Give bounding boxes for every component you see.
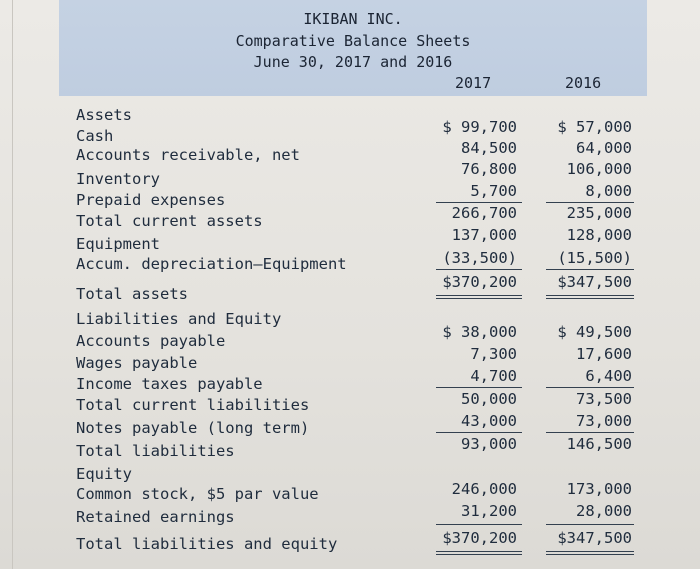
- row-label: Total assets: [76, 285, 188, 303]
- total-double-rule: [436, 551, 522, 552]
- statement-dates: June 30, 2017 and 2016: [253, 53, 453, 71]
- cell-2017: 246,000: [451, 480, 517, 498]
- row-label: Retained earnings: [76, 508, 235, 526]
- subtotal-rule: [436, 524, 522, 525]
- row-label: Wages payable: [76, 354, 198, 372]
- cell-2017: 84,500: [461, 139, 517, 157]
- total-double-rule: [436, 554, 522, 555]
- row-label: Inventory: [76, 170, 160, 188]
- header-band: [59, 0, 647, 96]
- cell-2016: 64,000: [576, 139, 632, 157]
- cell-2017: 4,700: [470, 367, 517, 385]
- row-label: Income taxes payable: [76, 375, 263, 393]
- total-double-rule: [546, 295, 634, 296]
- statement-title: Comparative Balance Sheets: [235, 32, 471, 50]
- cell-2017: 93,000: [461, 435, 517, 453]
- row-label: Total liabilities and equity: [76, 535, 338, 553]
- subtotal-rule: [436, 269, 522, 270]
- cell-2016: 28,000: [576, 502, 632, 520]
- cell-2017: $370,200: [442, 529, 517, 547]
- year-2017-header: 2017: [455, 74, 492, 92]
- cell-2017: 76,800: [461, 160, 517, 178]
- subtotal-rule: [436, 432, 522, 433]
- cell-2016: 173,000: [566, 480, 632, 498]
- cell-2017: 7,300: [470, 345, 517, 363]
- row-label: Accounts payable: [76, 332, 226, 350]
- cell-2017: (33,500): [442, 249, 517, 267]
- row-label: Prepaid expenses: [76, 191, 226, 209]
- row-label: Accum. depreciation–Equipment: [76, 255, 347, 273]
- cell-2016: 73,000: [576, 412, 632, 430]
- cell-2016: 235,000: [566, 204, 632, 222]
- subtotal-rule: [546, 202, 634, 203]
- cell-2016: $347,500: [557, 529, 632, 547]
- total-double-rule: [436, 298, 522, 299]
- subtotal-rule: [546, 269, 634, 270]
- subtotal-rule: [546, 524, 634, 525]
- company-name: IKIBAN INC.: [303, 10, 403, 28]
- cell-2016: 128,000: [566, 226, 632, 244]
- cell-2017: 43,000: [461, 412, 517, 430]
- total-double-rule: [546, 551, 634, 552]
- cell-2016: $ 49,500: [557, 323, 632, 341]
- cell-2016: 146,500: [566, 435, 632, 453]
- cell-2016: 8,000: [585, 182, 632, 200]
- cell-2016: $ 57,000: [557, 118, 632, 136]
- total-double-rule: [546, 554, 634, 555]
- cell-2017: 5,700: [470, 182, 517, 200]
- row-label: Total current liabilities: [76, 396, 310, 414]
- row-label: Assets: [76, 106, 132, 124]
- subtotal-rule: [436, 202, 522, 203]
- row-label: Cash: [76, 127, 114, 145]
- cell-2016: (15,500): [557, 249, 632, 267]
- cell-2017: 266,700: [451, 204, 517, 222]
- row-label: Notes payable (long term): [76, 419, 310, 437]
- cell-2017: $ 99,700: [442, 118, 517, 136]
- cell-2017: $ 38,000: [442, 323, 517, 341]
- cell-2017: 31,200: [461, 502, 517, 520]
- cell-2016: 73,500: [576, 390, 632, 408]
- cell-2017: 50,000: [461, 390, 517, 408]
- total-double-rule: [546, 298, 634, 299]
- cell-2017: 137,000: [451, 226, 517, 244]
- cell-2016: 6,400: [585, 367, 632, 385]
- subtotal-rule: [436, 387, 522, 388]
- row-label: Total liabilities: [76, 442, 235, 460]
- year-2016-header: 2016: [565, 74, 602, 92]
- row-label: Equity: [76, 465, 132, 483]
- row-label: Accounts receivable, net: [76, 146, 300, 164]
- cell-2017: $370,200: [442, 273, 517, 291]
- row-label: Common stock, $5 par value: [76, 485, 319, 503]
- left-margin-rule: [12, 0, 13, 569]
- cell-2016: $347,500: [557, 273, 632, 291]
- cell-2016: 106,000: [566, 160, 632, 178]
- row-label: Liabilities and Equity: [76, 310, 282, 328]
- cell-2016: 17,600: [576, 345, 632, 363]
- row-label: Total current assets: [76, 212, 263, 230]
- subtotal-rule: [546, 432, 634, 433]
- subtotal-rule: [546, 387, 634, 388]
- row-label: Equipment: [76, 235, 160, 253]
- total-double-rule: [436, 295, 522, 296]
